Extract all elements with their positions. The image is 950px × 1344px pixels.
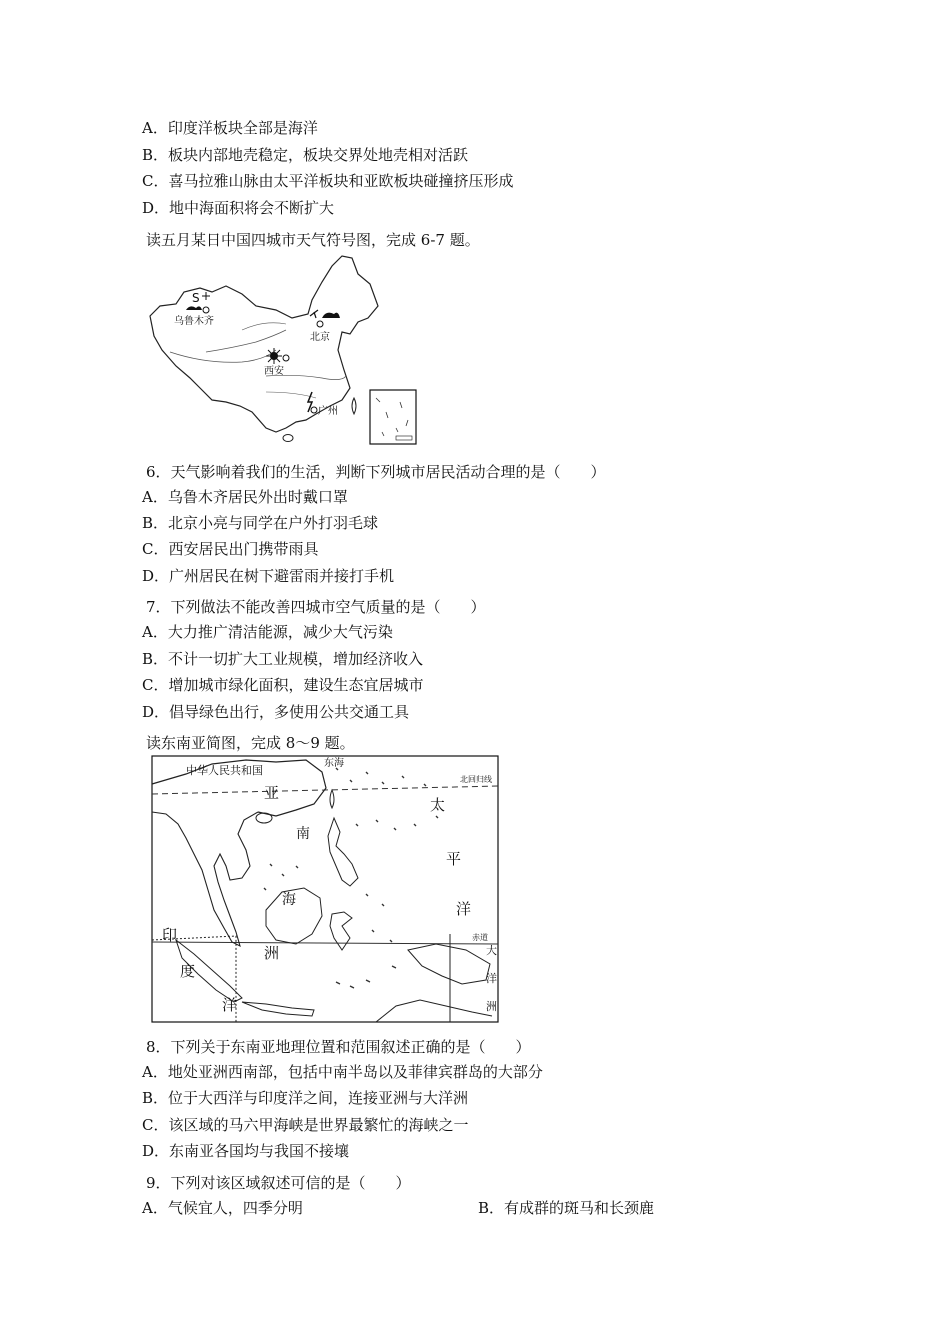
hainan-island-2: [256, 813, 272, 823]
label-tai: 太: [430, 796, 446, 814]
label-equator: 赤道: [472, 933, 488, 942]
q7-option-c: C．增加城市绿化面积，建设生态宜居城市: [142, 676, 424, 694]
city-label-xian: 西安: [264, 366, 284, 377]
label-ya: 亚: [264, 784, 280, 802]
q8-stem: 8．下列关于东南亚地理位置和范围叙述正确的是（ ）: [146, 1038, 531, 1056]
china-outline: [150, 256, 378, 432]
label-yin: 印: [162, 926, 178, 944]
intro-8-9: 读东南亚简图，完成 8～9 题。: [146, 734, 355, 752]
city-label-beijing: 北京: [310, 332, 330, 343]
hainan-island: [283, 435, 293, 442]
java-island: [242, 1002, 314, 1016]
taiwan-island-2: [330, 790, 334, 808]
label-tropic-of-cancer: 北回归线: [460, 775, 492, 784]
q6-option-a: A．乌鲁木齐居民外出时戴口罩: [142, 488, 348, 506]
taiwan-island: [352, 398, 356, 414]
label-du: 度: [180, 962, 196, 980]
q6-option-c: C．西安居民出门携带雨具: [142, 540, 319, 558]
label-da: 大: [486, 944, 497, 957]
dust-weather-icon: [192, 291, 210, 305]
q8-option-a: A．地处亚洲西南部，包括中南半岛以及菲律宾群岛的大部分: [142, 1063, 543, 1081]
q9-stem: 9．下列对该区域叙述可信的是（ ）: [146, 1174, 411, 1192]
label-zhou-oceania: 洲: [486, 1000, 497, 1013]
q6-option-b: B．北京小亮与同学在户外打羽毛球: [142, 514, 379, 532]
china-weather-map: [146, 252, 446, 448]
label-ping: 平: [446, 850, 462, 868]
map-frame: [152, 756, 498, 1022]
city-label-urumqi: 乌鲁木齐: [174, 316, 214, 327]
sun-weather-icon: [266, 348, 282, 364]
sulawesi-island: [330, 912, 352, 950]
label-hai: 海: [282, 892, 296, 908]
label-nan: 南: [296, 826, 310, 842]
q7-stem: 7．下列做法不能改善四城市空气质量的是（ ）: [146, 598, 486, 616]
q8-option-c: C．该区域的马六甲海峡是世界最繁忙的海峡之一: [142, 1116, 469, 1134]
q5-option-c: C．喜马拉雅山脉由太平洋板块和亚欧板块碰撞挤压形成: [142, 172, 514, 190]
q8-option-d: D．东南亚各国均与我国不接壤: [142, 1142, 350, 1160]
label-zhou: 洲: [264, 944, 280, 962]
q6-option-d: D．广州居民在树下避雷雨并接打手机: [142, 567, 395, 585]
q8-option-b: B．位于大西洋与印度洋之间，连接亚洲与大洋洲: [142, 1089, 469, 1107]
q9-option-a: A．气候宜人，四季分明: [142, 1199, 303, 1217]
philippines: [328, 818, 358, 886]
svg-text:S: S: [192, 291, 200, 305]
label-yang-indian: 洋: [222, 996, 238, 1014]
q5-option-a: A．印度洋板块全部是海洋: [142, 119, 318, 137]
q5-option-d: D．地中海面积将会不断扩大: [142, 199, 335, 217]
southeast-asia-map: [146, 754, 502, 1026]
wind-weather-icon: [310, 310, 318, 318]
city-label-guangzhou: 广州: [318, 406, 338, 417]
q7-option-a: A．大力推广清洁能源，减少大气污染: [142, 623, 393, 641]
cloud-weather-icon: [186, 306, 202, 310]
q9-option-b: B．有成群的斑马和长颈鹿: [478, 1199, 655, 1217]
label-donghai: 东海: [324, 758, 344, 769]
label-yang: 洋: [456, 900, 472, 918]
australia-coast: [376, 1000, 492, 1022]
q6-stem: 6．天气影响着我们的生活，判断下列城市居民活动合理的是（ ）: [146, 463, 606, 481]
q7-option-d: D．倡导绿色出行，多使用公共交通工具: [142, 703, 410, 721]
new-guinea-island: [408, 944, 490, 984]
q7-option-b: B．不计一切扩大工业规模，增加经济收入: [142, 650, 424, 668]
rain-cloud-weather-icon: [322, 313, 340, 318]
label-china: 中华人民共和国: [186, 764, 263, 777]
label-yang-oceania: 洋: [486, 972, 497, 985]
intro-6-7: 读五月某日中国四城市天气符号图，完成 6-7 题。: [146, 231, 480, 249]
equator-line: [152, 942, 498, 944]
q5-option-b: B．板块内部地壳稳定，板块交界处地壳相对活跃: [142, 146, 469, 164]
